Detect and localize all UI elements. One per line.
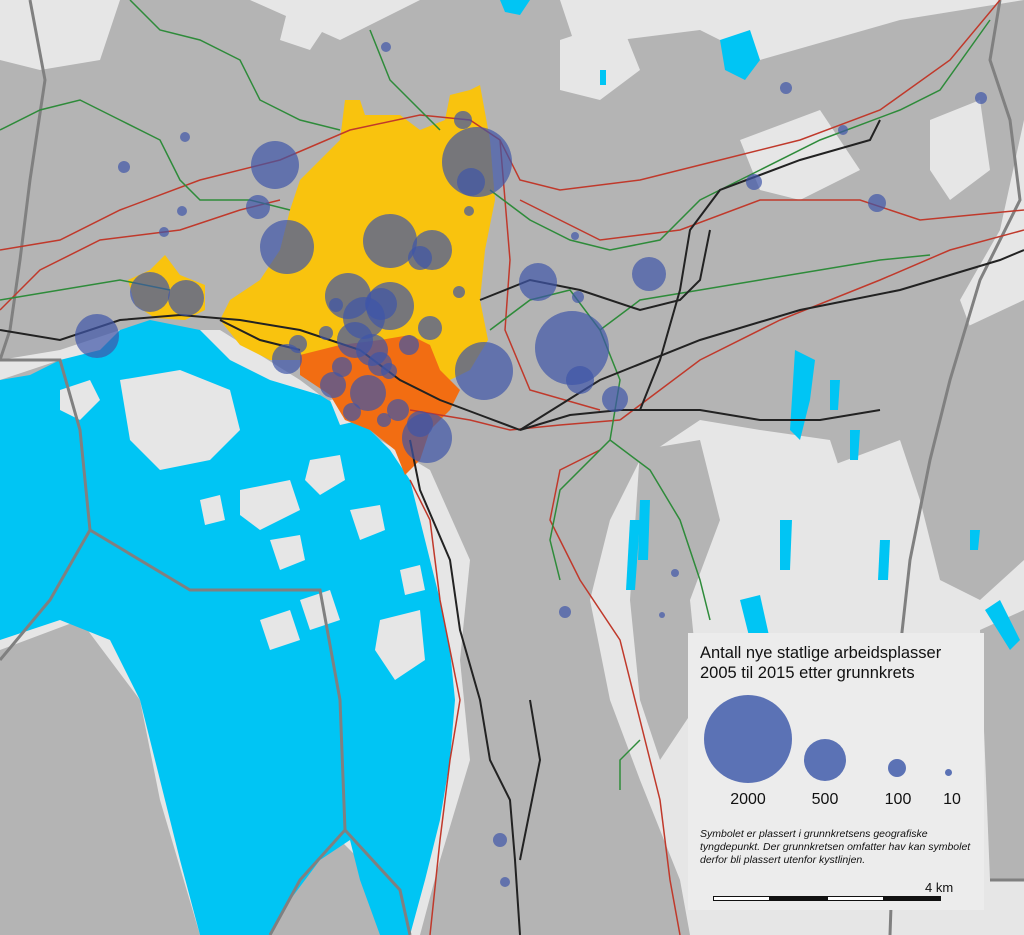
job-symbol [177,206,187,216]
job-symbol [387,399,409,421]
legend-label-500: 500 [811,791,839,808]
job-symbol [180,132,190,142]
job-symbol [493,833,507,847]
legend-title-line1: Antall nye statlige arbeidsplasser [700,644,942,662]
job-symbol [602,386,628,412]
job-symbol [260,220,314,274]
job-symbol [399,335,419,355]
legend-label-100: 100 [884,791,912,808]
job-symbol [343,403,361,421]
job-symbol [632,257,666,291]
job-symbol [455,342,513,400]
job-symbol [559,606,571,618]
job-symbol [500,877,510,887]
scale-bar-segment [827,896,884,901]
legend-symbol-500 [804,739,846,781]
map-legend [688,633,984,910]
job-symbol [566,366,594,394]
job-symbol [659,612,665,618]
job-symbol [464,206,474,216]
legend-symbol-100 [888,759,906,777]
legend-label-10: 10 [943,791,961,808]
legend-label-2000: 2000 [730,791,766,808]
job-symbol [671,569,679,577]
job-symbol [381,363,397,379]
job-symbol [159,227,169,237]
scale-bar-segment [770,896,827,901]
job-symbol [319,326,333,340]
job-symbol [408,246,432,270]
scale-label: 4 km [925,880,954,895]
legend-note: Symbolet er plassert i grunnkretsens geografiske tyngdepunkt. Der grunnkretsen omfatter hav kan symbolet derfor bli plassert utenfor kystlinjen. [700,828,971,866]
job-symbol [272,344,302,374]
job-symbol [975,92,987,104]
job-symbol [519,263,557,301]
legend-title-line2: 2005 til 2015 etter grunnkrets [700,664,915,682]
job-symbol [457,168,485,196]
job-symbol [329,298,343,312]
job-symbol [868,194,886,212]
job-symbol [246,195,270,219]
job-symbol [838,125,848,135]
job-symbol [418,316,442,340]
job-symbol [746,174,762,190]
job-symbol [118,161,130,173]
job-symbol [320,372,346,398]
scale-bar-segment [713,896,770,901]
job-symbol [130,272,170,312]
job-symbol [75,314,119,358]
job-symbol [402,413,452,463]
job-symbol [571,232,579,240]
job-symbol [780,82,792,94]
job-symbol [453,286,465,298]
job-symbol [381,42,391,52]
legend-symbol-2000 [704,695,792,783]
job-symbol [454,111,472,129]
job-symbol [251,141,299,189]
legend-title [700,643,941,683]
job-symbol [572,291,584,303]
legend-symbol-10 [945,769,952,776]
job-symbol [168,280,204,316]
scale-bar-segment [884,896,941,901]
